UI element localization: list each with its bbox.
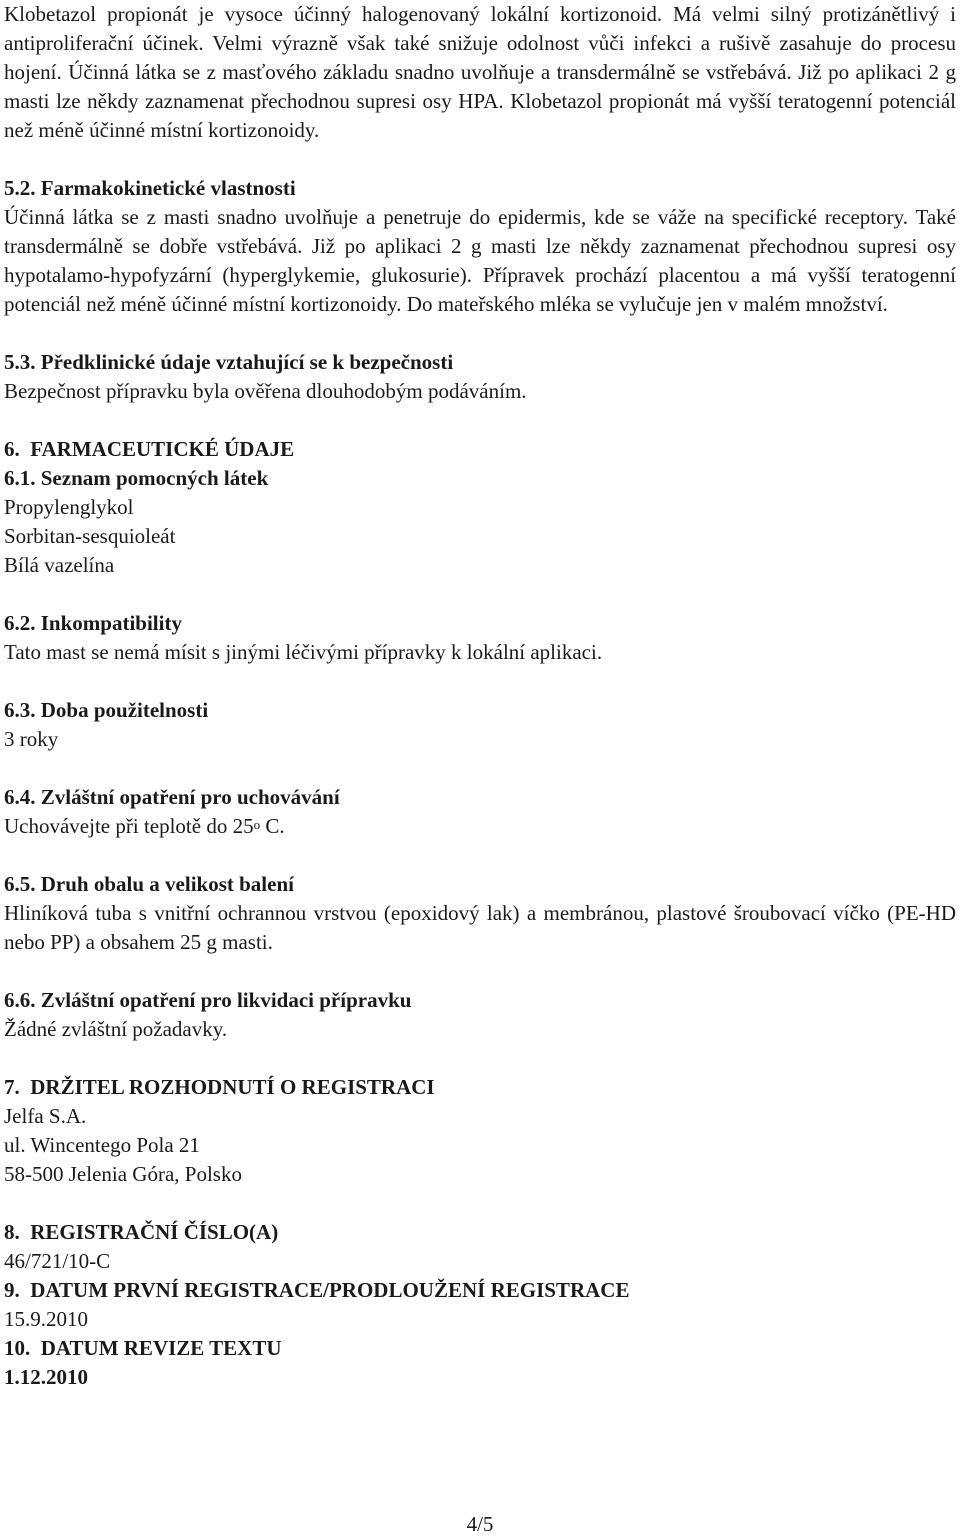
section-6-2-heading: 6.2. Inkompatibility (4, 611, 182, 635)
shelf-life-text: 3 roky (4, 727, 59, 751)
section-6-3-heading: 6.3. Doba použitelnosti (4, 698, 209, 722)
registration-date: 15.9.2010 (4, 1307, 88, 1331)
disposal-text: Žádné zvláštní požadavky. (4, 1017, 228, 1041)
excipient-item: Bílá vazelína (4, 553, 115, 577)
section-10-heading: 10. DATUM REVIZE TEXTU (4, 1336, 282, 1360)
degree-superscript: o (253, 817, 261, 832)
section-6-5-heading: 6.5. Druh obalu a velikost balení (4, 872, 294, 896)
section-8-heading: 8. REGISTRAČNÍ ČÍSLO(A) (4, 1220, 279, 1244)
holder-line: Jelfa S.A. (4, 1104, 87, 1128)
incompatibility-text: Tato mast se nemá mísit s jinými léčivými přípravky k lokální aplikaci. (4, 640, 603, 664)
holder-line: ul. Wincentego Pola 21 (4, 1133, 200, 1157)
excipient-item: Propylenglykol (4, 495, 134, 519)
page-number: 4/5 (466, 1512, 494, 1536)
section-5-3-heading: 5.3. Předklinické údaje vztahující se k bezpečnosti (4, 350, 454, 374)
document-page (4, 0, 956, 1392)
pharmacodynamics-paragraph: Klobetazol propionát je vysoce účinný halogenovaný lokální kortizonoid. Má velmi silný protizánětlivý i antiproliferační účinek. Velmi výrazně však také snižuje odolnost vůči infekci a rušivě zasahuje do procesu hojení. Účinná látka se z masťového základu snadno uvolňuje a transdermálně se vstřebává. Již po aplikaci 2 g masti lze někdy zaznamenat přechodnou supresi osy HPA. Klobetazol propionát má vyšší teratogenní potenciál než méně účinné místní kortizonoidy. (4, 2, 956, 142)
section-9-heading: 9. DATUM PRVNÍ REGISTRACE/PRODLOUŽENÍ REGISTRACE (4, 1278, 630, 1302)
section-6-1-heading: 6.1. Seznam pomocných látek (4, 466, 269, 490)
packaging-text: Hliníková tuba s vnitřní ochrannou vrstvou (epoxidový lak) a membránou, plastové šroubovací víčko (PE-HD nebo PP) a obsahem 25 g masti. (4, 901, 956, 954)
registration-number: 46/721/10-C (4, 1249, 111, 1273)
section-6-heading: 6. FARMACEUTICKÉ ÚDAJE (4, 437, 295, 461)
section-6-6-heading: 6.6. Zvláštní opatření pro likvidaci přípravku (4, 988, 412, 1012)
holder-line: 58-500 Jelenia Góra, Polsko (4, 1162, 242, 1186)
revision-date: 1.12.2010 (4, 1365, 88, 1389)
storage-text: Uchovávejte při teplotě do 25$^o$ C. (4, 814, 285, 838)
preclinical-paragraph: Bezpečnost přípravku byla ověřena dlouhodobým podáváním. (4, 379, 527, 403)
section-5-2-heading: 5.2. Farmakokinetické vlastnosti (4, 176, 296, 200)
section-6-4-heading: 6.4. Zvláštní opatření pro uchovávání (4, 785, 340, 809)
pharmacokinetics-paragraph: Účinná látka se z masti snadno uvolňuje a penetruje do epidermis, kde se váže na specifické receptory. Také transdermálně se dobře vstřebává. Již po aplikaci 2 g masti lze někdy zaznamenat přechodnou supresi osy hypotalamo-hypofyzární (hyperglykemie, glukosurie). Přípravek prochází placentou a má vyšší teratogenní potenciál než méně účinné místní kortizonoidy. Do mateřského mléka se vylučuje jen v malém množství. (4, 205, 956, 316)
section-7-heading: 7. DRŽITEL ROZHODNUTÍ O REGISTRACI (4, 1075, 435, 1099)
excipient-item: Sorbitan-sesquioleát (4, 524, 176, 548)
